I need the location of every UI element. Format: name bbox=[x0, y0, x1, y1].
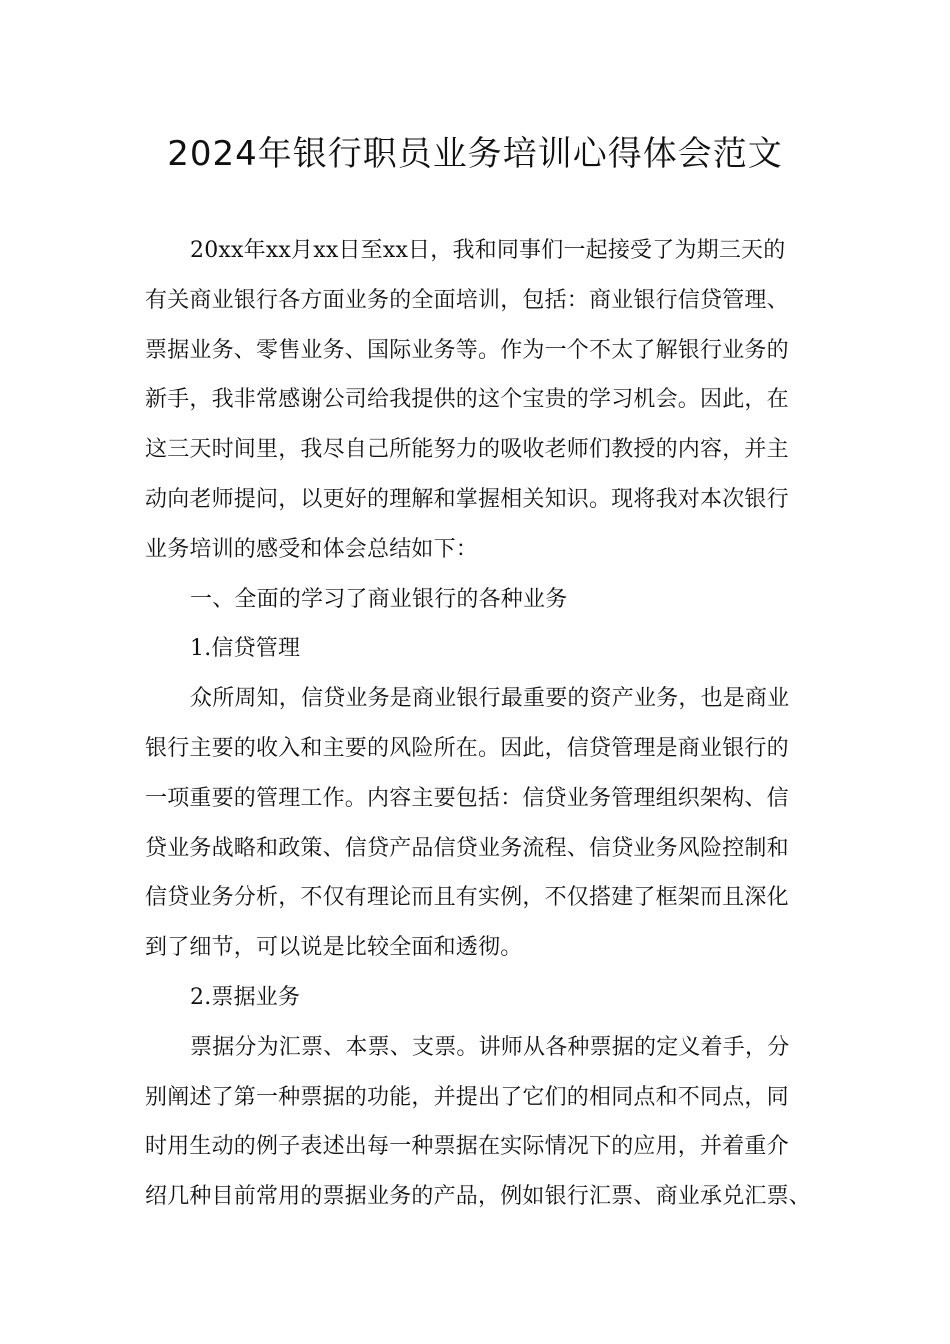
text-line: 动向老师提问，以更好的理解和掌握相关知识。现将我对本次银行 bbox=[145, 486, 789, 512]
text-line: 20xx年xx月xx日至xx日，我和同事们一起接受了为期三天的 bbox=[190, 238, 786, 263]
text-line: 2.票据业务 bbox=[190, 984, 301, 1010]
text-line: 新手，我非常感谢公司给我提供的这个宝贵的学习机会。因此，在 bbox=[145, 387, 789, 413]
text-line: 票据业务、零售业务、国际业务等。作为一个不太了解银行业务的 bbox=[145, 337, 789, 363]
text-line: 一、全面的学习了商业银行的各种业务 bbox=[190, 586, 568, 612]
document-title: 2024年银行职员业务培训心得体会范文 bbox=[167, 134, 783, 174]
text-line: 银行主要的收入和主要的风险所在。因此，信贷管理是商业银行的 bbox=[145, 735, 789, 761]
text-line: 别阐述了第一种票据的功能，并提出了它们的相同点和不同点，同 bbox=[145, 1084, 789, 1110]
text-line: 1.信贷管理 bbox=[190, 636, 301, 662]
text-line: 贷业务战略和政策、信贷产品信贷业务流程、信贷业务风险控制和 bbox=[145, 835, 789, 861]
text-line: 众所周知，信贷业务是商业银行最重要的资产业务，也是商业 bbox=[190, 686, 790, 712]
text-line: 业务培训的感受和体会总结如下： bbox=[145, 536, 479, 562]
text-line: 绍几种目前常用的票据业务的产品，例如银行汇票、商业承兑汇票、 bbox=[145, 1184, 812, 1210]
text-line: 到了细节，可以说是比较全面和透彻。 bbox=[145, 935, 523, 961]
document-body bbox=[145, 226, 825, 1222]
text-line: 时用生动的例子表述出每一种票据在实际情况下的应用，并着重介 bbox=[145, 1134, 789, 1160]
text-line: 有关商业银行各方面业务的全面培训，包括：商业银行信贷管理、 bbox=[145, 287, 789, 313]
text-line: 这三天时间里，我尽自己所能努力的吸收老师们教授的内容，并主 bbox=[145, 437, 789, 463]
text-line: 一项重要的管理工作。内容主要包括：信贷业务管理组织架构、信 bbox=[145, 785, 789, 811]
text-line: 信贷业务分析，不仅有理论而且有实例，不仅搭建了框架而且深化 bbox=[145, 885, 789, 911]
text-line: 票据分为汇票、本票、支票。讲师从各种票据的定义着手，分 bbox=[190, 1034, 790, 1060]
